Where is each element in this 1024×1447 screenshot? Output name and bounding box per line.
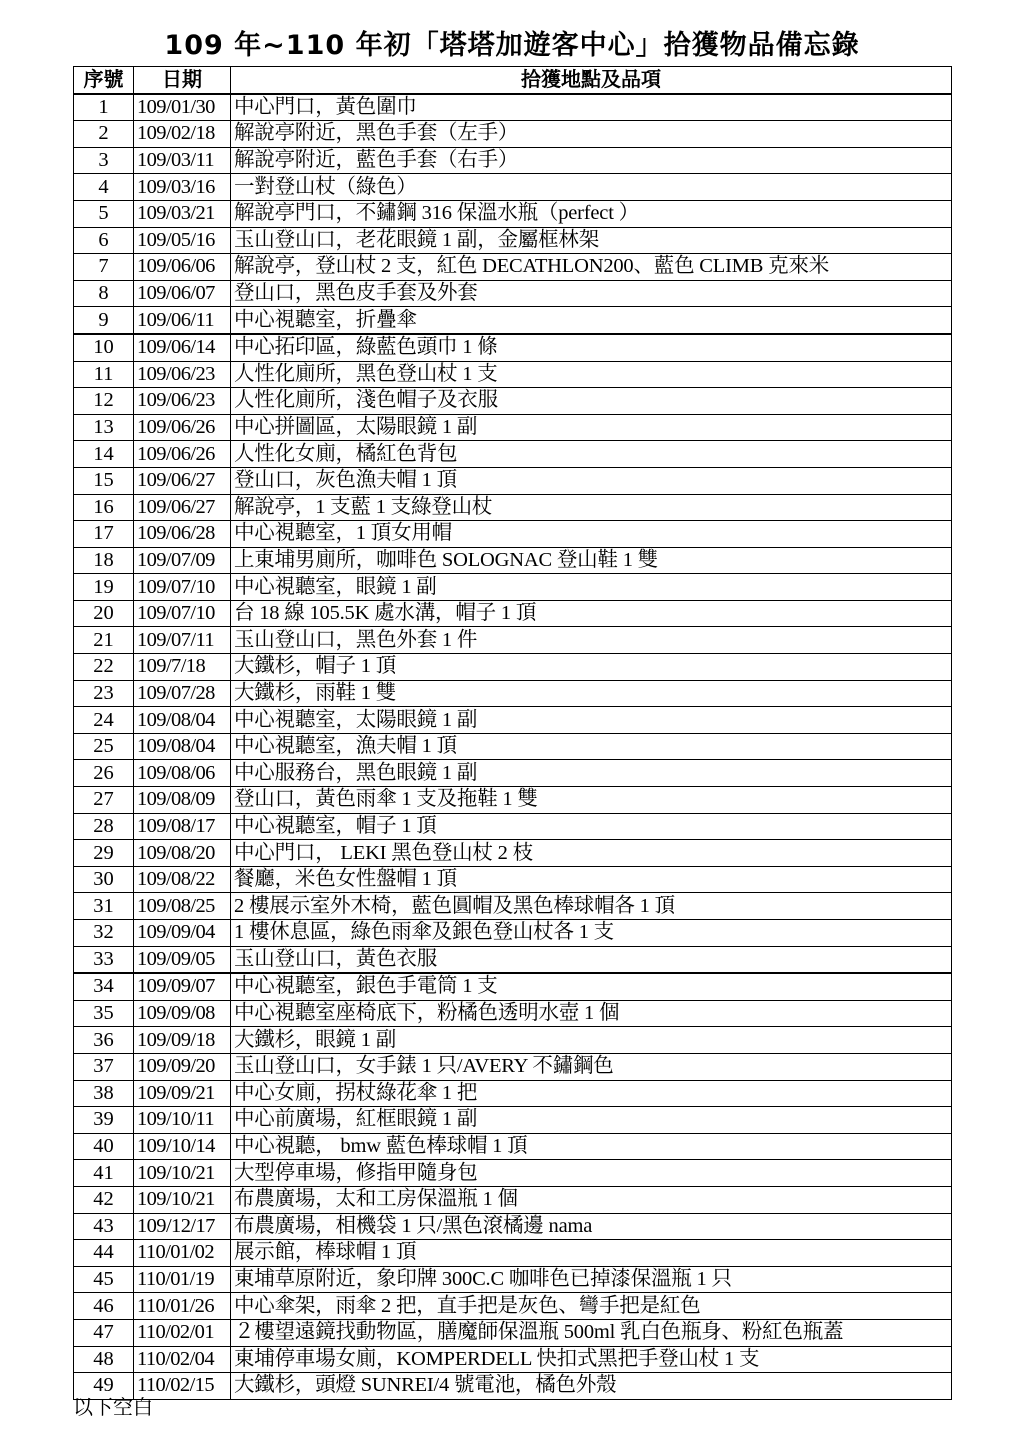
- table-row: [74, 441, 952, 468]
- table-row: [74, 1373, 952, 1400]
- row-number: 45: [74, 1266, 134, 1293]
- row-date: 110/01/02: [134, 1240, 231, 1267]
- table-row: [74, 334, 952, 361]
- row-item: 中心拓印區，綠藍色頭巾 1 條: [231, 334, 952, 361]
- row-item: 1 樓休息區，綠色雨傘及銀色登山杖各 1 支: [231, 920, 952, 947]
- row-date: 109/07/10: [134, 600, 231, 627]
- row-item: 大型停車場，修指甲隨身包: [231, 1160, 952, 1187]
- row-date: 110/02/04: [134, 1346, 231, 1373]
- table-row: [74, 813, 952, 840]
- row-item: 中心視聽室，帽子 1 頂: [231, 813, 952, 840]
- row-number: 8: [74, 280, 134, 307]
- row-number: 5: [74, 200, 134, 227]
- row-number: 32: [74, 920, 134, 947]
- row-item: 中心視聽室，漁夫帽 1 頂: [231, 733, 952, 760]
- row-date: 109/06/26: [134, 441, 231, 468]
- table-row: [74, 574, 952, 601]
- row-number: 1: [74, 94, 134, 121]
- column-header-date: 日期: [134, 67, 231, 94]
- row-number: 10: [74, 334, 134, 361]
- table-row: [74, 1293, 952, 1320]
- row-date: 110/01/19: [134, 1266, 231, 1293]
- row-date: 109/10/14: [134, 1133, 231, 1160]
- table-row: [74, 946, 952, 973]
- lost-items-table: [73, 66, 952, 1400]
- row-item: 人性化廁所，淺色帽子及衣服: [231, 388, 952, 415]
- row-date: 109/03/11: [134, 147, 231, 174]
- row-date: 109/06/23: [134, 361, 231, 388]
- row-item: 上東埔男廁所，咖啡色 SOLOGNAC 登山鞋 1 雙: [231, 547, 952, 574]
- row-date: 109/06/28: [134, 521, 231, 548]
- row-number: 37: [74, 1053, 134, 1080]
- row-number: 47: [74, 1319, 134, 1346]
- row-number: 33: [74, 946, 134, 973]
- table-row: [74, 866, 952, 893]
- row-item: 東埔草原附近，象印牌 300C.C 咖啡色已掉漆保溫瓶 1 只: [231, 1266, 952, 1293]
- row-item: 中心拼圖區，太陽眼鏡 1 副: [231, 414, 952, 441]
- table-row: [74, 361, 952, 388]
- row-number: 20: [74, 600, 134, 627]
- row-date: 109/07/10: [134, 574, 231, 601]
- row-date: 109/08/04: [134, 733, 231, 760]
- row-date: 109/06/26: [134, 414, 231, 441]
- table-row: [74, 973, 952, 1000]
- row-number: 16: [74, 494, 134, 521]
- row-number: 38: [74, 1080, 134, 1107]
- row-item: 大鐵杉，帽子 1 頂: [231, 654, 952, 681]
- table-row: [74, 147, 952, 174]
- table-row: [74, 893, 952, 920]
- row-number: 39: [74, 1107, 134, 1134]
- table-row: [74, 388, 952, 415]
- row-date: 109/08/04: [134, 707, 231, 734]
- row-date: 109/08/22: [134, 866, 231, 893]
- row-number: 29: [74, 840, 134, 867]
- row-number: 41: [74, 1160, 134, 1187]
- row-number: 28: [74, 813, 134, 840]
- row-number: 17: [74, 521, 134, 548]
- row-item: 解說亭門口，不鏽鋼 316 保溫水瓶（perfect ）: [231, 200, 952, 227]
- row-item: 中心女廁，拐杖綠花傘 1 把: [231, 1080, 952, 1107]
- table-row: [74, 521, 952, 548]
- table-row: [74, 174, 952, 201]
- row-date: 109/10/21: [134, 1160, 231, 1187]
- table-row: [74, 1080, 952, 1107]
- table-row: [74, 707, 952, 734]
- table-row: [74, 467, 952, 494]
- table-row: [74, 547, 952, 574]
- row-number: 21: [74, 627, 134, 654]
- row-date: 109/7/18: [134, 654, 231, 681]
- table-body: [74, 94, 952, 1400]
- row-item: 中心視聽， bmw 藍色棒球帽 1 頂: [231, 1133, 952, 1160]
- table-row: [74, 787, 952, 814]
- table-row: [74, 307, 952, 334]
- row-number: 26: [74, 760, 134, 787]
- table-row: [74, 1133, 952, 1160]
- row-item: 中心視聽室，1 頂女用帽: [231, 521, 952, 548]
- row-date: 109/09/21: [134, 1080, 231, 1107]
- table-row: [74, 600, 952, 627]
- table-row: [74, 1240, 952, 1267]
- row-date: 109/07/28: [134, 680, 231, 707]
- table-row: [74, 1186, 952, 1213]
- row-number: 19: [74, 574, 134, 601]
- row-item: 人性化廁所，黑色登山杖 1 支: [231, 361, 952, 388]
- row-number: 48: [74, 1346, 134, 1373]
- row-date: 109/09/05: [134, 946, 231, 973]
- row-item: 大鐵杉，雨鞋 1 雙: [231, 680, 952, 707]
- row-item: 中心門口， LEKI 黑色登山杖 2 枝: [231, 840, 952, 867]
- row-date: 109/10/21: [134, 1186, 231, 1213]
- row-item: 東埔停車場女廁，KOMPERDELL 快扣式黑把手登山杖 1 支: [231, 1346, 952, 1373]
- row-date: 109/09/20: [134, 1053, 231, 1080]
- row-date: 109/12/17: [134, 1213, 231, 1240]
- page-title: 109 年~110 年初「塔塔加遊客中心」拾獲物品備忘錄: [164, 30, 860, 61]
- row-item: 人性化女廁，橘紅色背包: [231, 441, 952, 468]
- row-number: 2: [74, 121, 134, 148]
- row-number: 46: [74, 1293, 134, 1320]
- row-item: 一對登山杖（綠色）: [231, 174, 952, 201]
- row-number: 36: [74, 1027, 134, 1054]
- table-row: [74, 760, 952, 787]
- table-row: [74, 254, 952, 281]
- row-item: 玉山登山口，黑色外套 1 件: [231, 627, 952, 654]
- row-number: 3: [74, 147, 134, 174]
- row-date: 110/01/26: [134, 1293, 231, 1320]
- row-date: 109/06/27: [134, 467, 231, 494]
- row-number: 9: [74, 307, 134, 334]
- row-item: 解說亭，1 支藍 1 支綠登山杖: [231, 494, 952, 521]
- row-date: 109/08/09: [134, 787, 231, 814]
- table-row: [74, 1346, 952, 1373]
- row-number: 30: [74, 866, 134, 893]
- table-row: [74, 227, 952, 254]
- row-date: 110/02/01: [134, 1319, 231, 1346]
- column-header-no: 序號: [74, 67, 134, 94]
- table-row: [74, 920, 952, 947]
- row-number: 40: [74, 1133, 134, 1160]
- row-number: 44: [74, 1240, 134, 1267]
- row-date: 109/09/04: [134, 920, 231, 947]
- row-item: 解說亭，登山杖 2 支，紅色 DECATHLON200、藍色 CLIMB 克來米: [231, 254, 952, 281]
- row-item: 布農廣場，相機袋 1 只/黑色滾橘邊 nama: [231, 1213, 952, 1240]
- row-item: 中心視聽室座椅底下，粉橘色透明水壺 1 個: [231, 1000, 952, 1027]
- row-number: 23: [74, 680, 134, 707]
- row-item: 中心視聽室，折疊傘: [231, 307, 952, 334]
- row-date: 109/07/09: [134, 547, 231, 574]
- row-item: 中心前廣場，紅框眼鏡 1 副: [231, 1107, 952, 1134]
- row-item: 登山口，灰色漁夫帽 1 頂: [231, 467, 952, 494]
- row-date: 109/08/17: [134, 813, 231, 840]
- row-date: 110/02/15: [134, 1373, 231, 1400]
- row-date: 109/06/11: [134, 307, 231, 334]
- table-row: [74, 1160, 952, 1187]
- row-item: 餐廳，米色女性盤帽 1 頂: [231, 866, 952, 893]
- table-row: [74, 94, 952, 121]
- row-item: 展示館，棒球帽 1 頂: [231, 1240, 952, 1267]
- row-number: 12: [74, 388, 134, 415]
- row-item: 解說亭附近，黑色手套（左手）: [231, 121, 952, 148]
- row-number: 24: [74, 707, 134, 734]
- row-date: 109/08/20: [134, 840, 231, 867]
- row-number: 15: [74, 467, 134, 494]
- row-number: 22: [74, 654, 134, 681]
- row-date: 109/09/07: [134, 973, 231, 1000]
- row-number: 18: [74, 547, 134, 574]
- row-item: 玉山登山口，黃色衣服: [231, 946, 952, 973]
- row-date: 109/06/14: [134, 334, 231, 361]
- row-number: 42: [74, 1186, 134, 1213]
- row-date: 109/09/08: [134, 1000, 231, 1027]
- row-item: 解說亭附近，藍色手套（右手）: [231, 147, 952, 174]
- row-date: 109/07/11: [134, 627, 231, 654]
- row-item: 中心服務台，黑色眼鏡 1 副: [231, 760, 952, 787]
- row-date: 109/05/16: [134, 227, 231, 254]
- row-date: 109/06/23: [134, 388, 231, 415]
- row-date: 109/02/18: [134, 121, 231, 148]
- row-date: 109/09/18: [134, 1027, 231, 1054]
- row-item: 中心門口，黃色圍巾: [231, 94, 952, 121]
- row-number: 34: [74, 973, 134, 1000]
- table-row: [74, 414, 952, 441]
- row-item: 台 18 線 105.5K 處水溝，帽子 1 頂: [231, 600, 952, 627]
- row-number: 35: [74, 1000, 134, 1027]
- table-row: [74, 1319, 952, 1346]
- table-row: [74, 627, 952, 654]
- row-number: 7: [74, 254, 134, 281]
- row-item: 登山口，黃色雨傘 1 支及拖鞋 1 雙: [231, 787, 952, 814]
- row-item: 布農廣場，太和工房保溫瓶 1 個: [231, 1186, 952, 1213]
- row-item: ２樓望遠鏡找動物區，膳魔師保溫瓶 500ml 乳白色瓶身、粉紅色瓶蓋: [231, 1319, 952, 1346]
- row-number: 14: [74, 441, 134, 468]
- table-row: [74, 654, 952, 681]
- row-number: 49: [74, 1373, 134, 1400]
- row-item: 中心傘架，雨傘 2 把，直手把是灰色、彎手把是紅色: [231, 1293, 952, 1320]
- table-row: [74, 840, 952, 867]
- row-number: 11: [74, 361, 134, 388]
- table-row: [74, 1000, 952, 1027]
- row-date: 109/03/21: [134, 200, 231, 227]
- row-date: 109/10/11: [134, 1107, 231, 1134]
- table-row: [74, 733, 952, 760]
- row-number: 31: [74, 893, 134, 920]
- table-row: [74, 121, 952, 148]
- row-item: 大鐵杉，眼鏡 1 副: [231, 1027, 952, 1054]
- row-number: 25: [74, 733, 134, 760]
- row-date: 109/06/07: [134, 280, 231, 307]
- row-item: 中心視聽室，眼鏡 1 副: [231, 574, 952, 601]
- row-number: 4: [74, 174, 134, 201]
- row-date: 109/01/30: [134, 94, 231, 121]
- row-item: 中心視聽室，銀色手電筒 1 支: [231, 973, 952, 1000]
- table-row: [74, 200, 952, 227]
- table-row: [74, 1213, 952, 1240]
- table-row: [74, 680, 952, 707]
- row-date: 109/03/16: [134, 174, 231, 201]
- row-item: 登山口，黑色皮手套及外套: [231, 280, 952, 307]
- row-item: 玉山登山口，女手錶 1 只/AVERY 不鏽鋼色: [231, 1053, 952, 1080]
- table-header-row: [74, 67, 952, 94]
- row-item: 2 樓展示室外木椅，藍色圓帽及黑色棒球帽各 1 頂: [231, 893, 952, 920]
- table-row: [74, 280, 952, 307]
- column-header-item: 拾獲地點及品項: [231, 67, 952, 94]
- row-date: 109/06/06: [134, 254, 231, 281]
- footer-note: 以下空白: [73, 1397, 153, 1419]
- table-row: [74, 494, 952, 521]
- row-date: 109/08/25: [134, 893, 231, 920]
- row-item: 大鐵杉，頭燈 SUNREI/4 號電池，橘色外殼: [231, 1373, 952, 1400]
- row-number: 43: [74, 1213, 134, 1240]
- row-number: 6: [74, 227, 134, 254]
- table-row: [74, 1053, 952, 1080]
- row-item: 玉山登山口，老花眼鏡 1 副，金屬框林架: [231, 227, 952, 254]
- table-row: [74, 1107, 952, 1134]
- row-number: 27: [74, 787, 134, 814]
- table-row: [74, 1027, 952, 1054]
- row-item: 中心視聽室，太陽眼鏡 1 副: [231, 707, 952, 734]
- table-row: [74, 1266, 952, 1293]
- row-date: 109/08/06: [134, 760, 231, 787]
- row-date: 109/06/27: [134, 494, 231, 521]
- row-number: 13: [74, 414, 134, 441]
